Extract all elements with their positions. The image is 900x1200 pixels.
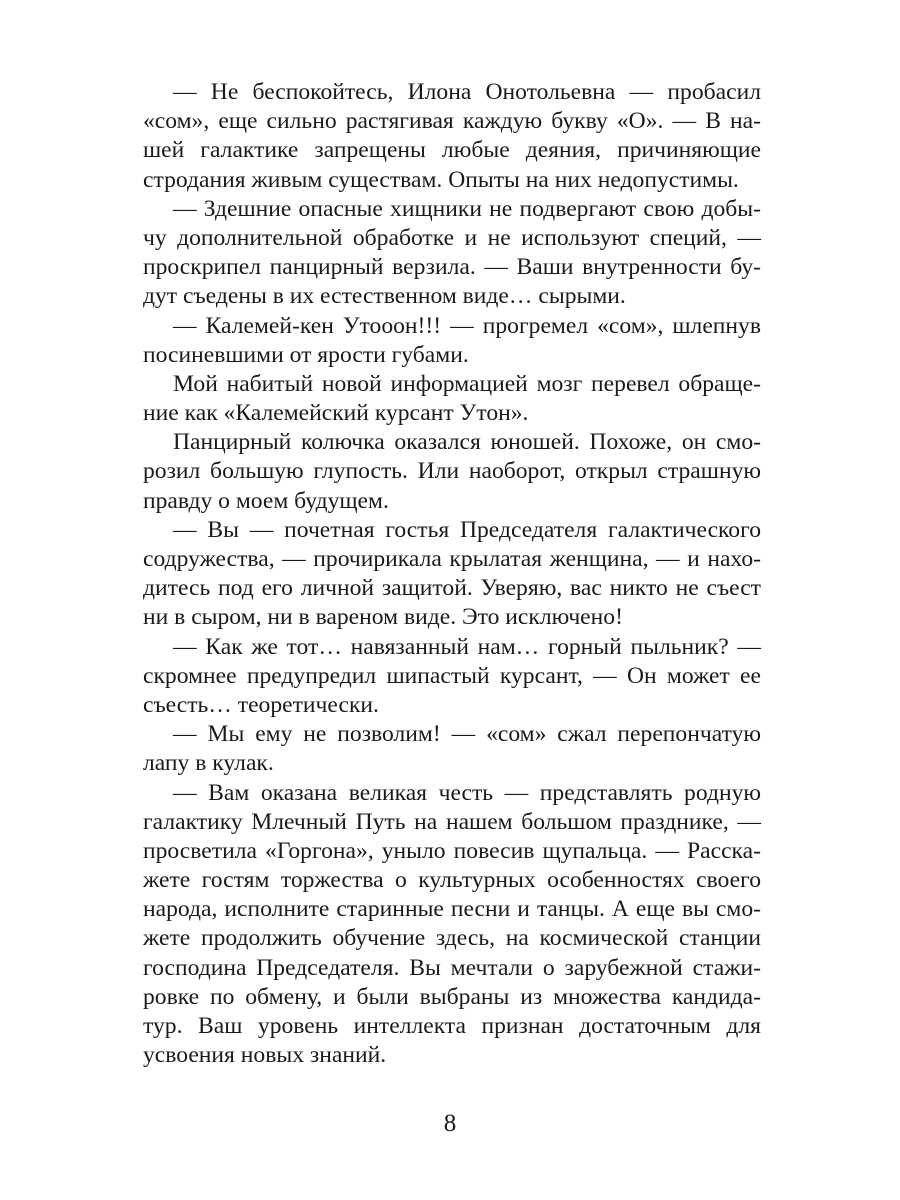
text-line: лапу в кулак.: [143, 750, 274, 777]
text-line: — Мы ему не позволим! — «сом» сжал перепончатую: [173, 721, 761, 748]
paragraph: [143, 370, 761, 428]
text-line: жете продолжить обучение здесь, на космической станции: [143, 925, 761, 952]
text-line: Панцирный колючка оказался юношей. Похоже, он смо-: [173, 429, 761, 456]
text-line: — Как же тот… навязанный нам… горный пыльник? —: [173, 633, 761, 660]
text-line: — Калемей-кен Утооон!!! — прогремел «сом», шлепнув: [173, 312, 761, 339]
text-line: просветила «Горгона», уныло повесив щупальца. — Расска-: [143, 837, 761, 864]
text-line: ни в сыром, ни в вареном виде. Это исключено!: [143, 604, 623, 631]
text-line: — Не беспокойтесь, Илона Онотольевна — пробасил: [173, 79, 761, 105]
text-line: розил большую глупость. Или наоборот, открыл страшную: [143, 458, 761, 485]
paragraph: [143, 195, 761, 312]
paragraph: [143, 633, 761, 721]
text-line: тур. Ваш уровень интеллекта признан достаточным для: [143, 1013, 761, 1039]
paragraph: [143, 779, 761, 1071]
text-line: проскрипел панцирный верзила. — Ваши внутренности бу-: [143, 254, 761, 281]
text-line: — Здешние опасные хищники не подвергают свою добы-: [173, 195, 761, 222]
page-number: 8: [443, 1110, 457, 1137]
paragraph: [143, 720, 761, 778]
text-line: правду о моем будущем.: [143, 487, 389, 514]
text-line: шей галактике запрещены любые деяния, причиняющие: [143, 137, 761, 164]
body-text: [143, 78, 761, 1070]
text-line: — Вам оказана великая честь — представлять родную: [173, 779, 761, 806]
text-line: дут съедены в их естественном виде… сырыми.: [143, 283, 626, 310]
text-line: жете гостям торжества о культурных особенностях своего: [143, 867, 761, 894]
text-line: ние как «Калемейский курсант Утон».: [143, 400, 529, 427]
text-line: усвоения новых знаний.: [143, 1042, 387, 1069]
text-line: дитесь под его личной защитой. Уверяю, вас никто не съест: [143, 575, 761, 602]
text-line: — Вы — почетная гостья Председателя галактического: [173, 516, 761, 543]
paragraph: [143, 312, 761, 370]
paragraph: [143, 428, 761, 516]
text-line: скромнее предупредил шипастый курсант, — Он может ее: [143, 662, 761, 689]
text-line: Мой набитый новой информацией мозг перевел обраще-: [173, 370, 761, 397]
text-line: стродания живым существам. Опыты на них недопустимы.: [143, 166, 739, 193]
text-line: «сом», еще сильно растягивая каждую букву «О». — В на-: [143, 108, 761, 135]
text-line: господина Председателя. Вы мечтали о зарубежной стажи-: [143, 954, 761, 981]
text-line: народа, исполните старинные песни и танцы. А еще вы смо-: [143, 896, 761, 923]
text-line: содружества, — прочирикала крылатая женщина, — и нахо-: [143, 546, 761, 572]
text-line: ровке по обмену, и были выбраны из множества кандида-: [143, 983, 761, 1010]
text-line: чу дополнительной обработке и не используют специй, —: [143, 224, 761, 251]
paragraph: [143, 516, 761, 633]
text-line: галактику Млечный Путь на нашем большом празднике, —: [143, 808, 761, 835]
paragraph: [143, 78, 761, 195]
text-line: съесть… теоретически.: [143, 691, 379, 718]
text-line: посиневшими от ярости губами.: [143, 341, 469, 368]
